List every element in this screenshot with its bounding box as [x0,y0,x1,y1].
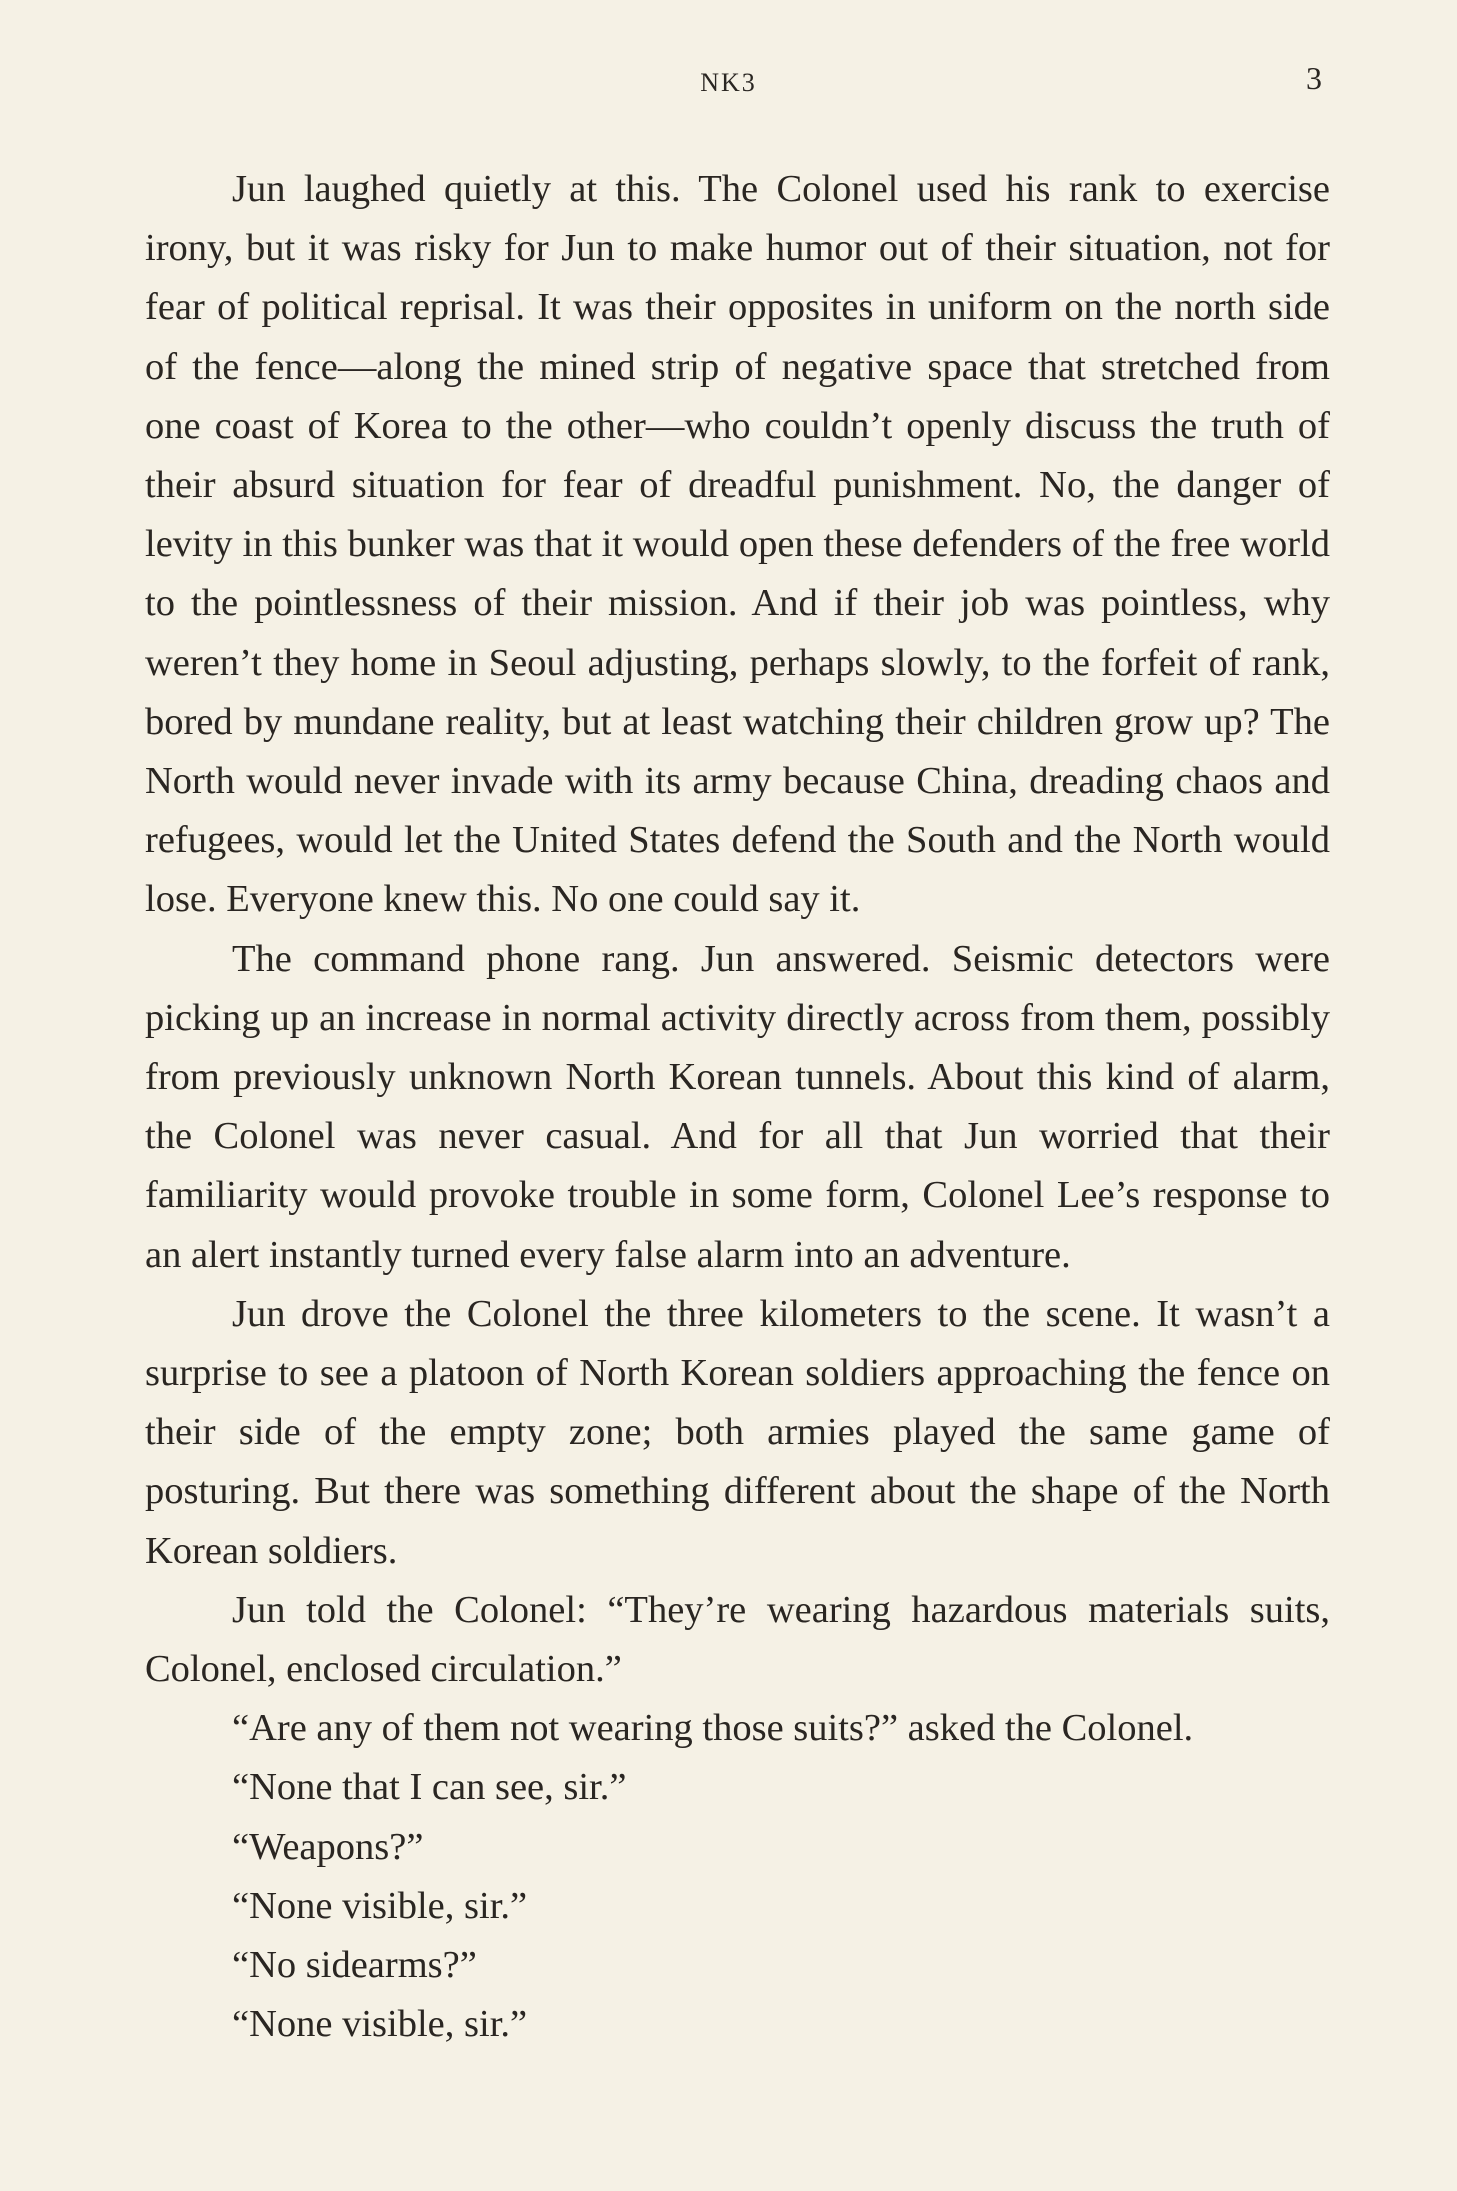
dialogue-line: “None that I can see, sir.” [232,1766,627,1809]
paragraph: Jun drove the Colonel the three kilometers to the scene. It wasn’t a surprise to see a platoon of North Korean soldiers approaching the fence on their side of the empty zone; both armies played the same game of posturing. But there was something different about the shape of the North Korean soldiers. [145,1292,1330,1572]
body-text [145,160,1330,2055]
running-head: NK3 [700,68,757,97]
dialogue-line: “No sidearms?” [232,1944,477,1987]
paragraph: Jun told the Colonel: “They’re wearing hazardous materials suits, Colonel, enclosed circulation.” [145,1588,1330,1691]
page-number: 3 [1306,60,1322,96]
dialogue-line: “None visible, sir.” [232,2003,528,2046]
dialogue-line: “Are any of them not wearing those suits?” asked the Colonel. [232,1707,1194,1750]
paragraph: Jun laughed quietly at this. The Colonel used his rank to exercise irony, but it was risky for Jun to make humor out of their situation, not for fear of political reprisal. It was their opposites in uniform on the north side of the fence—along the mined strip of negative space that stretched from one coast of Korea to the other—who couldn’t openly discuss the truth of their absurd situation for fear of dreadful punishment. No, the danger of levity in this bunker was that it would open these defenders of the free world to the pointlessness of their mission. And if their job was pointless, why weren’t they home in Seoul adjusting, perhaps slowly, to the forfeit of rank, bored by mundane reality, but at least watching their children grow up? The North would never invade with its army because China, dreading chaos and refugees, would let the United States defend the South and the North would lose. Everyone knew this. No one could say it. [145,168,1330,921]
dialogue-line: “Weapons?” [232,1825,424,1868]
paragraph: The command phone rang. Jun answered. Seismic detectors were picking up an increase in normal activity directly across from them, possibly from previously unknown North Korean tunnels. About this kind of alarm, the Colonel was never casual. And for all that Jun worried that their familiarity would provoke trouble in some form, Colonel Lee’s response to an alert instantly turned every false alarm into an adventure. [145,937,1330,1276]
dialogue-line: “None visible, sir.” [232,1884,528,1927]
